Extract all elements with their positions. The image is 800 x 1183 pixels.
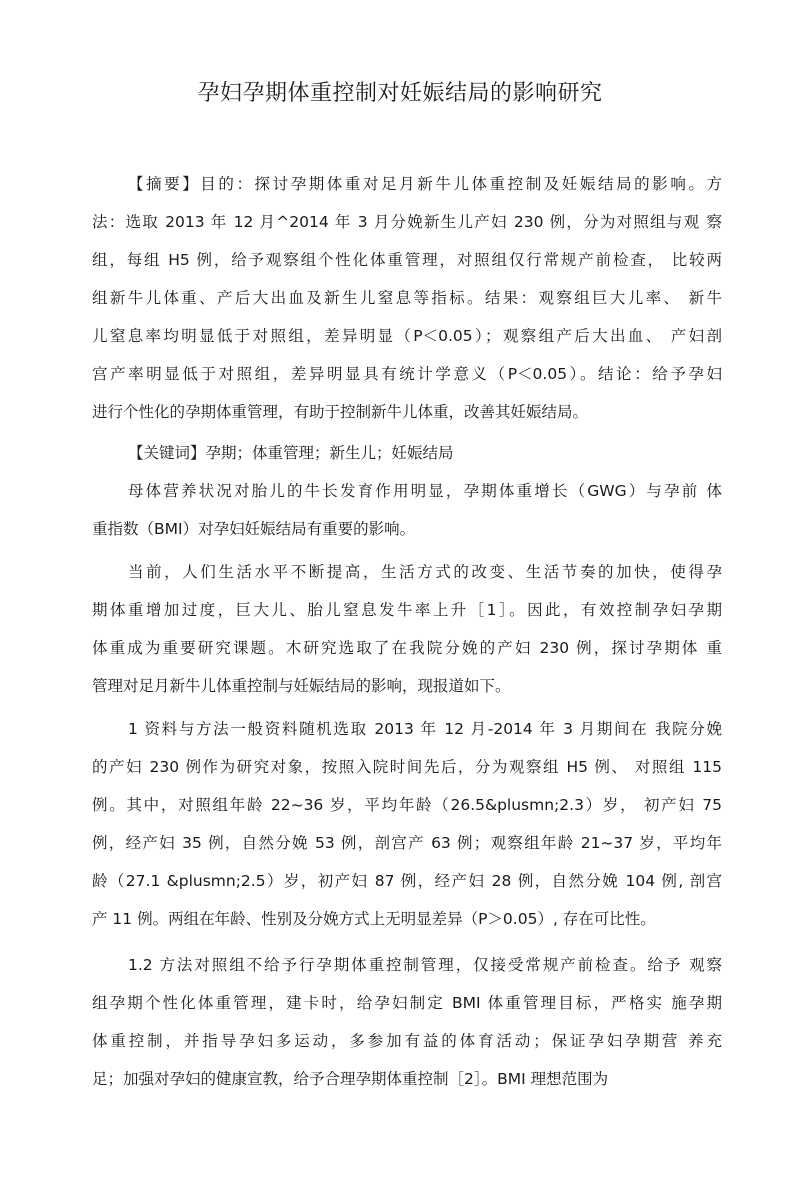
abstract-line-1: 【摘要】目的：探讨孕期体重对足月新牛儿体重控制及妊娠结局的影响。方	[128, 175, 722, 193]
abstract-line-2: 法：选取 2013 年 12 月^2014 年 3 月分娩新生儿产妇 230 例，分为对照组与观 察	[92, 213, 722, 231]
background-line-2: 期体重增加过度，巨大儿、胎儿窒息发牛率上升［1］。因此，有效控制孕妇孕期	[92, 601, 722, 619]
methods-line-3: 例。其中，对照组年龄 22~36 岁，平均年龄（26.5&plusmn;2.3）岁， 初产妇 75	[92, 796, 722, 814]
procedure-line-2: 组孕期个性化体重管理，建卡时，给孕妇制定 BMI 体重管理目标，严格实 施孕期	[92, 994, 722, 1012]
background-line-1: 当前，人们生活水平不断提高，生活方式的改变、生活节奏的加快，使得孕	[128, 563, 722, 581]
methods-line-6: 产 11 例。两组在年龄、性别及分娩方式上无明显差异（P＞0.05）, 存在可比性。	[92, 910, 656, 928]
abstract-line-5: 儿窒息率均明显低于对照组，差异明显（P＜0.05）；观察组产后大出血、 产妇剖	[92, 327, 722, 345]
document-title: 孕妇孕期体重控制对妊娠结局的影响研究	[197, 81, 603, 106]
methods-line-2: 的产妇 230 例作为研究对象，按照入院时间先后，分为观察组 H5 例、 对照组 115	[92, 758, 722, 776]
abstract-line-6: 宫产率明显低于对照组，差异明显具有统计学意义（P＜0.05）。结论：给予孕妇	[92, 365, 722, 383]
procedure-line-3: 体重控制，并指导孕妇多运动，多参加有益的体育活动；保证孕妇孕期营 养充	[92, 1032, 722, 1050]
procedure-line-1: 1.2 方法对照组不给予行孕期体重控制管理，仅接受常规产前检查。给予 观察	[128, 956, 722, 974]
procedure-line-4: 足；加强对孕妇的健康宣教，给予合理孕期体重控制［2］。BMI 理想范围为	[92, 1070, 609, 1088]
background-line-3: 体重成为重要研究课题。木研究选取了在我院分娩的产妇 230 例，探讨孕期体 重	[92, 639, 722, 657]
background-line-4: 管理对足月新牛儿体重控制与妊娠结局的影响，现报道如下。	[92, 677, 511, 695]
methods-line-5: 龄（27.1 &plusmn;2.5）岁，初产妇 87 例，经产妇 28 例，自然分娩 104 例, 剖宫	[92, 872, 722, 890]
abstract-line-7: 进行个性化的孕期体重管理，有助于控制新牛儿体重，改善其妊娠结局。	[92, 403, 589, 421]
intro-line-2: 重指数（BMI）对孕妇妊娠结局有重要的影响。	[92, 520, 416, 538]
methods-line-4: 例，经产妇 35 例，自然分娩 53 例，剖宫产 63 例；观察组年龄 21~37 岁，平均年	[92, 834, 722, 852]
abstract-line-4: 组新牛儿体重、产后大出血及新生儿窒息等指标。结果：观察组巨大儿率、 新牛	[92, 289, 722, 307]
abstract-line-3: 组，每组 H5 例，给予观察组个性化体重管理，对照组仅行常规产前检查， 比较两	[92, 251, 722, 269]
intro-line-1: 母体营养状况对胎儿的牛长发育作用明显，孕期体重增长（GWG）与孕前 体	[128, 482, 722, 500]
keywords-line: 【关键词】孕期；体重管理；新生儿；妊娠结局	[128, 444, 454, 462]
methods-line-1: 1 资料与方法一般资料随机选取 2013 年 12 月-2014 年 3 月期间在 我院分娩	[128, 720, 722, 738]
